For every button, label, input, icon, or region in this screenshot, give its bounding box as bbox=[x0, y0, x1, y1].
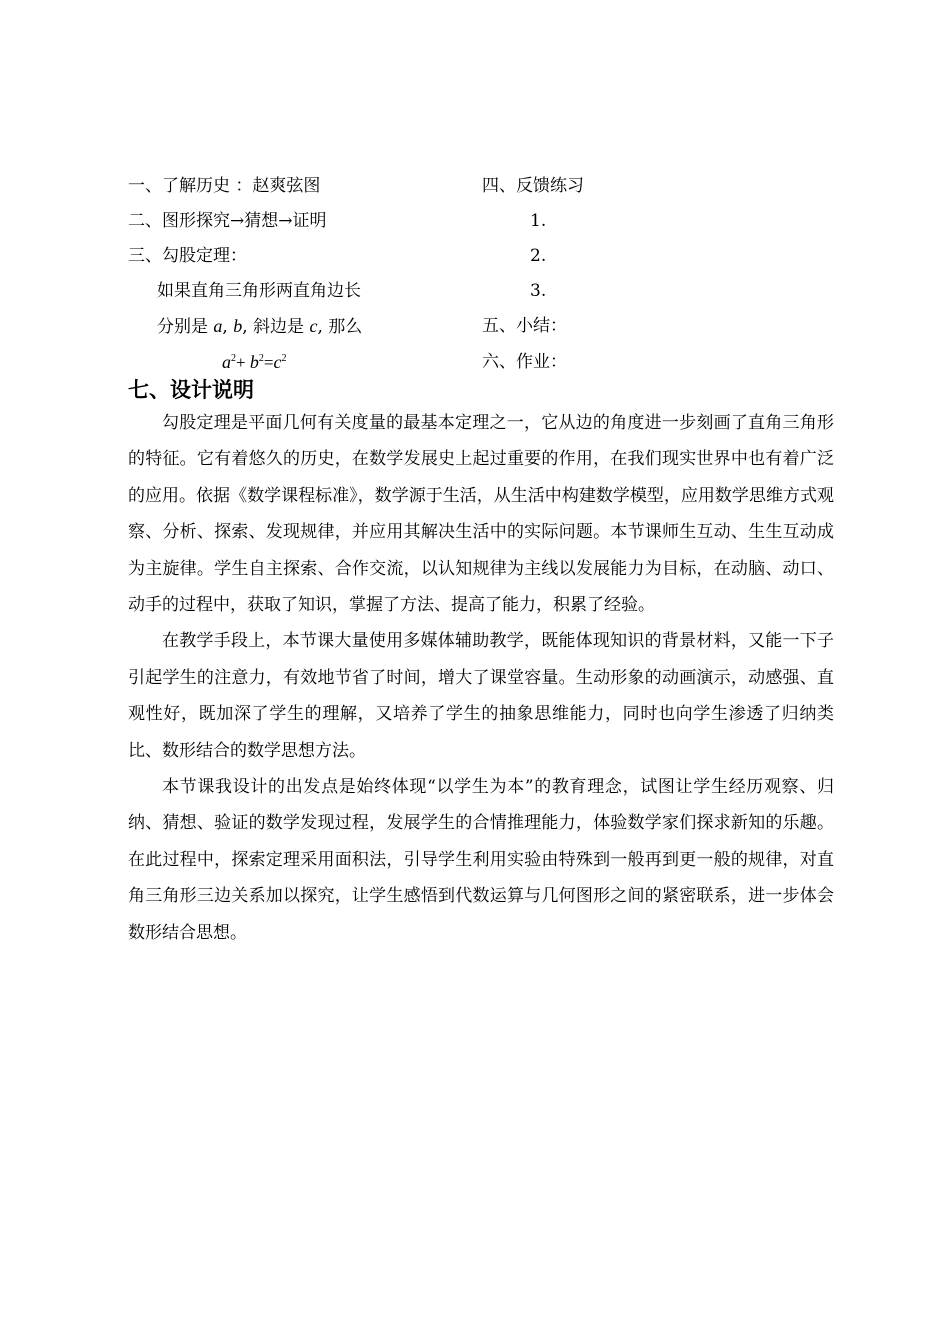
outline-item-exploration: 二、图形探究→猜想→证明 bbox=[128, 211, 327, 231]
practice-item-3: 3. bbox=[530, 281, 547, 301]
comma: , bbox=[242, 317, 248, 337]
formula-b: b bbox=[249, 352, 259, 372]
comma: , bbox=[222, 317, 228, 337]
outline-item-practice: 四、反馈练习 bbox=[482, 176, 584, 196]
paragraph: 本节课我设计的出发点是始终体现“以学生为本”的教育理念，试图让学生经历观察、归纳、猜想、验证的数学发现过程，发展学生的合情推理能力，体验数学家们探求新知的乐趣。在此过程中，探索定理采用面积法，引导学生利用实验由特殊到一般再到更一般的规律，对直角三角形三边关系加以探究，让学生感悟到代数运算与几何图形之间的紧密联系，进一步体会数形结合思想。 bbox=[128, 777, 834, 943]
exponent: 2 bbox=[258, 353, 264, 364]
comma: , bbox=[317, 317, 323, 337]
outline-item-homework: 六、作业： bbox=[482, 352, 567, 372]
pythagorean-formula bbox=[222, 351, 286, 374]
paragraph: 勾股定理是平面几何有关度量的最基本定理之一，它从边的角度进一步刻画了直角三角形的特征。它有着悠久的历史，在数学发展史上起过重要的作用，在我们现实世界中也有着广泛的应用。依据《数学课程标准》，数学源于生活，从生活中构建数学模型，应用数学思维方式观察、分析、探索、发现规律，并应用其解决生活中的实际问题。本节课师生互动、生生互动成为主旋律。学生自主探索、合作交流，以认知规律为主线以发展能力为目标，在动脑、动口、动手的过程中，获取了知识，掌握了方法、提高了能力，积累了经验。 bbox=[128, 413, 834, 616]
var-a: a bbox=[213, 316, 223, 336]
theorem-text: 那么 bbox=[328, 317, 363, 337]
theorem-statement-line-2 bbox=[157, 315, 362, 338]
outline-item-history: 一、了解历史 ：赵爽弦图 bbox=[128, 176, 321, 196]
equals-sign: = bbox=[263, 353, 274, 372]
outline-item-summary: 五、小结： bbox=[482, 316, 567, 336]
var-b: b bbox=[233, 316, 243, 336]
formula-c: c bbox=[273, 352, 282, 372]
var-c: c bbox=[309, 316, 318, 336]
plus-sign: + bbox=[236, 353, 250, 372]
practice-item-2: 2. bbox=[530, 246, 547, 266]
outline-item-theorem: 三、勾股定理： bbox=[128, 246, 247, 266]
practice-item-1: 1. bbox=[530, 211, 547, 231]
design-notes bbox=[128, 405, 834, 951]
section-heading: 七、设计说明 bbox=[128, 378, 254, 402]
exponent: 2 bbox=[231, 353, 236, 364]
theorem-statement-line-1: 如果直角三角形两直角边长 bbox=[157, 281, 361, 301]
exponent: 2 bbox=[281, 353, 287, 364]
theorem-text: 斜边是 bbox=[253, 317, 305, 337]
formula-a: a bbox=[222, 352, 231, 372]
paragraph: 在教学手段上，本节课大量使用多媒体辅助教学，既能体现知识的背景材料，又能一下子引起学生的注意力，有效地节省了时间，增大了课堂容量。生动形象的动画演示，动感强、直观性好，既加深了学生的理解，又培养了学生的抽象思维能力，同时也向学生渗透了归纳类比、数形结合的数学思想方法。 bbox=[128, 631, 834, 761]
theorem-text: 分别是 bbox=[157, 317, 208, 337]
